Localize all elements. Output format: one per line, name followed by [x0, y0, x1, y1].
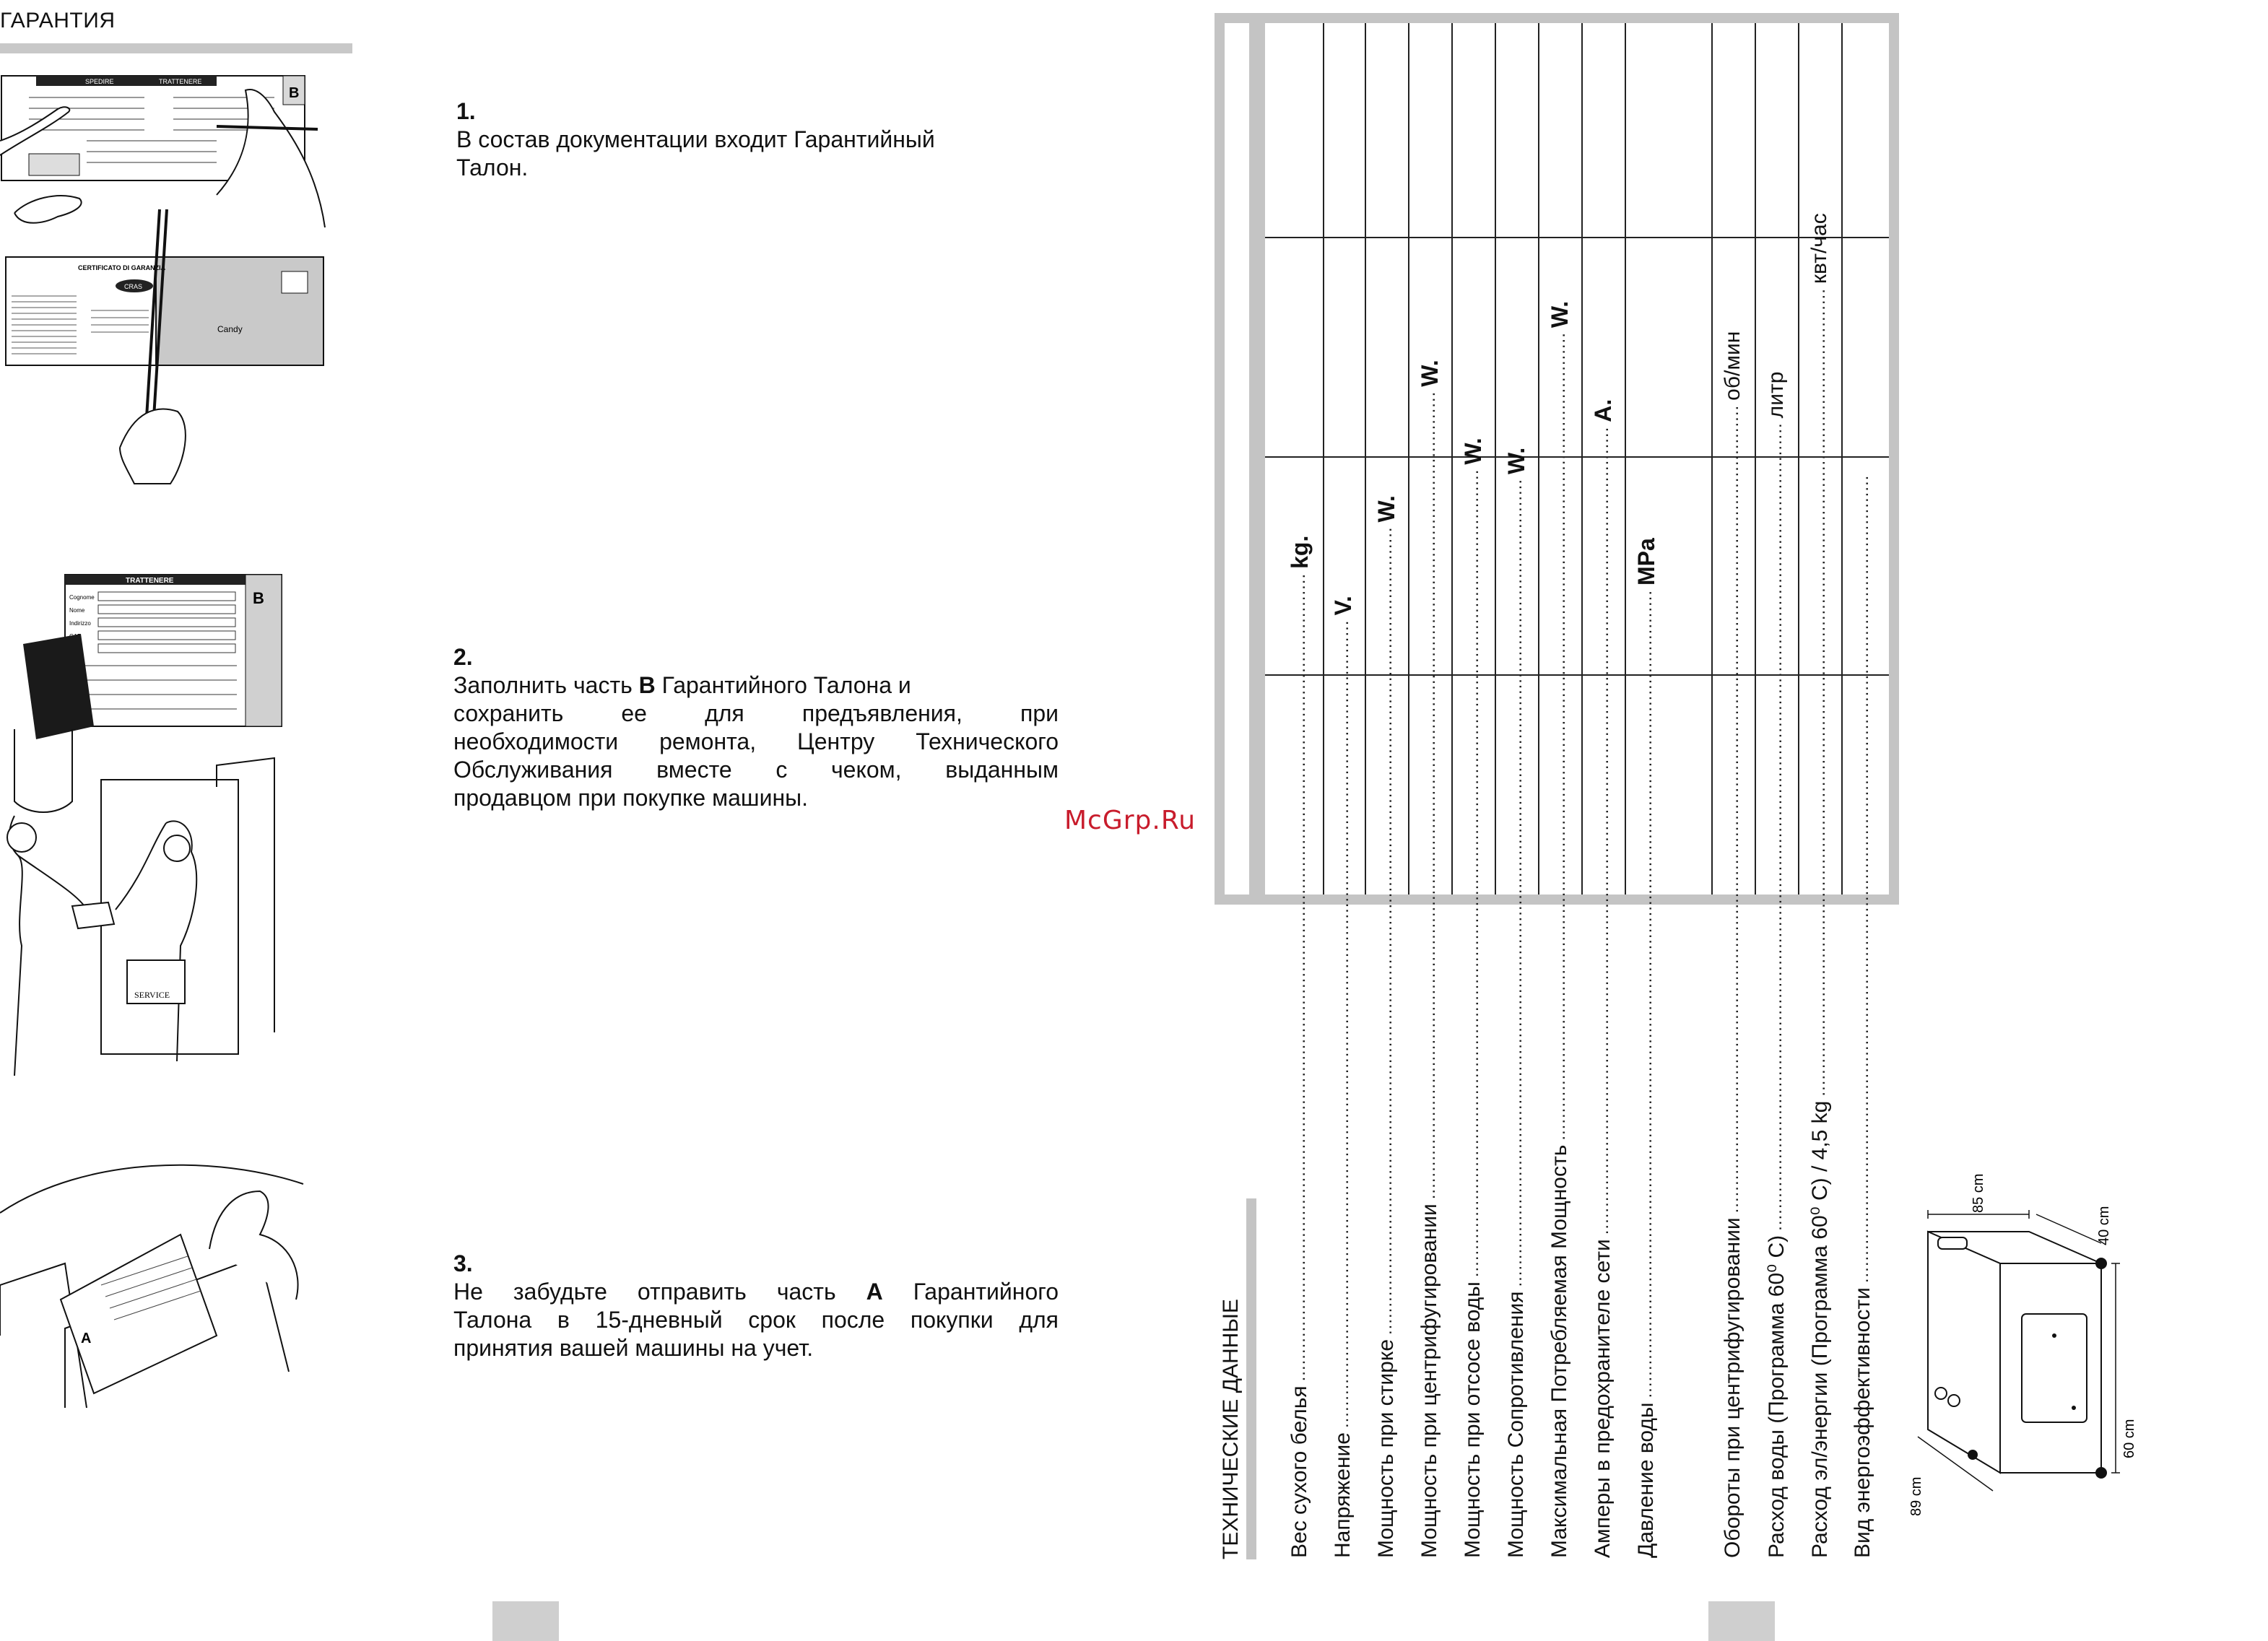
spec-leader-dots: ..................................................................................................................................................: [1376, 526, 1396, 1335]
service-box-label: SERVICE: [134, 990, 170, 1000]
spec-unit: W.: [1416, 360, 1443, 387]
tech-heading-bar: [1246, 1198, 1256, 1559]
spec-label: Мощность Сопротивления: [1504, 1291, 1528, 1558]
spec-row: [1801, 213, 1838, 1558]
watermark: McGrp.Ru: [1064, 806, 1196, 835]
spec-leader-dots: ..................................................................................................................................................: [1463, 469, 1482, 1278]
dimension-side-depth: 60 cm: [2121, 1419, 2137, 1458]
card1-header-left: SPEDIRE: [85, 78, 114, 85]
certificate-brand: Candy: [217, 324, 243, 334]
spec-leader-dots: ..................................................................................................................................................: [1809, 288, 1829, 1097]
spec-row: [1758, 371, 1795, 1558]
spec-label: Расход эл/энергии (Программа 60⁰ С) / 4,5 kg: [1807, 1100, 1832, 1558]
step-2-text: [453, 671, 1059, 812]
grid-column-line: [1495, 23, 1496, 895]
step-3-line1-post: Гарантийного: [882, 1279, 1059, 1305]
dimension-depth: 40 cm: [2096, 1206, 2112, 1245]
grid-column-line: [1538, 23, 1539, 895]
card1-header-right: TRATTENERE: [159, 78, 202, 85]
tech-heading-col: [1213, 1198, 1249, 1559]
spec-unit: W.: [1546, 300, 1573, 328]
spec-row: [1714, 331, 1752, 1558]
spec-unit: квт/час: [1807, 213, 1831, 284]
spec-label: Мощность при отсосе воды: [1461, 1281, 1485, 1558]
step-3-number: 3.: [453, 1250, 473, 1276]
spec-leader-dots: ..................................................................................................................................................: [1420, 391, 1439, 1200]
step-3-part-letter: A: [866, 1279, 883, 1305]
grid-column-line: [1625, 23, 1626, 895]
spec-row: [1324, 596, 1362, 1558]
spec-unit: об/мин: [1721, 331, 1745, 401]
spec-row: [1541, 300, 1578, 1558]
step-2-line2: сохранить ее для предъявления, при: [453, 700, 1059, 726]
step-2-number: 2.: [453, 644, 473, 670]
spec-unit: A.: [1589, 399, 1616, 422]
card4-part-letter: A: [81, 1331, 92, 1346]
tech-heading: ТЕХНИЧЕСКИЕ ДАННЫЕ: [1219, 1299, 1243, 1559]
spec-leader-dots: ..................................................................................................................................................: [1333, 619, 1352, 1429]
grid-row-line: [1265, 237, 1889, 238]
spec-unit: W.: [1459, 438, 1486, 465]
spec-leader-dots: ..................................................................................................................................................: [1853, 474, 1872, 1284]
spec-leader-dots: ..................................................................................................................................................: [1636, 589, 1656, 1398]
step-2-line1-pre: Заполнить часть: [453, 672, 639, 698]
step-3-line2: Талона в 15-дневный срок после покупки для: [453, 1307, 1059, 1333]
section-title: ГАРАНТИЯ: [0, 9, 116, 32]
spec-label: Давление воды: [1634, 1402, 1658, 1558]
card3-header: TRATTENERE: [126, 577, 174, 585]
illustration-card-part-b: [20, 572, 287, 745]
spec-unit: W.: [1503, 447, 1529, 474]
card3-part-letter: B: [253, 589, 264, 607]
spec-label: Вес сухого белья: [1287, 1385, 1311, 1558]
spec-unit: kg.: [1286, 535, 1313, 569]
step-3-line3: принятия вашей машины на учет.: [453, 1335, 814, 1361]
certificate-title: CERTIFICATO DI GARANZIA: [78, 264, 166, 271]
section-title-rule: [0, 43, 352, 53]
spec-leader-dots: ..................................................................................................................................................: [1593, 426, 1612, 1235]
spec-leader-dots: ..................................................................................................................................................: [1290, 573, 1309, 1382]
step-2-line1-post: Гарантийного Талона и: [655, 672, 911, 698]
grid-column-line: [1365, 23, 1366, 895]
dimension-top-width: 85 cm: [1971, 1173, 1986, 1213]
spec-row: [1411, 360, 1448, 1558]
spec-unit: W.: [1373, 495, 1399, 523]
card3-field-2: Nome: [69, 607, 85, 614]
grid-column-line: [1798, 23, 1799, 895]
grid-column-line: [1711, 23, 1713, 895]
spec-leader-dots: ..................................................................................................................................................: [1550, 332, 1569, 1141]
spec-unit: MPa: [1633, 538, 1659, 586]
grid-row-line: [1265, 456, 1889, 458]
grid-column-line: [1755, 23, 1756, 895]
step-2-part-letter: B: [638, 672, 656, 698]
spec-label: Максимальная Потребляемая Мощность: [1547, 1144, 1571, 1558]
spec-grid-inner-bar: [1249, 23, 1265, 895]
spec-row: [1498, 447, 1535, 1558]
spec-label: Расход воды (Программа 60⁰ С): [1764, 1235, 1789, 1558]
dimension-height: 89 cm: [1908, 1476, 1924, 1516]
spec-row: [1584, 399, 1622, 1558]
spec-label: Обороты при центрифугировании: [1721, 1217, 1745, 1558]
spec-label: Амперы в предохранителе сети: [1591, 1239, 1615, 1558]
spec-row: [1844, 474, 1882, 1558]
page-tab-right: [1708, 1601, 1775, 1641]
certificate-stamp: CRAS: [124, 283, 143, 290]
step-2-line4: Обслуживания вместе с чеком, выданным: [453, 757, 1059, 783]
illustration-mailing-card: [0, 1155, 318, 1415]
spec-leader-dots: ..................................................................................................................................................: [1766, 422, 1786, 1231]
spec-unit: литр: [1764, 371, 1788, 419]
illustration-cutting-certificate: [4, 209, 329, 491]
spec-unit: V.: [1329, 596, 1356, 616]
step-1-number: 1.: [456, 98, 476, 124]
card3-field-3: Indirizzo: [69, 620, 91, 627]
spec-label: Мощность при центрифугировании: [1417, 1203, 1441, 1558]
spec-label: Напряжение: [1331, 1432, 1355, 1558]
spec-row: [1368, 495, 1405, 1558]
grid-column-line: [1581, 23, 1583, 895]
grid-column-line: [1841, 23, 1843, 895]
spec-label: Мощность при стирке: [1374, 1339, 1398, 1558]
spec-leader-dots: ..................................................................................................................................................: [1723, 404, 1742, 1214]
illustration-service-handover: [0, 729, 289, 1076]
grid-column-line: [1451, 23, 1453, 895]
step-3-text: [453, 1278, 1059, 1362]
spec-leader-dots: ..................................................................................................................................................: [1506, 479, 1526, 1287]
spec-label: Вид энергоэффективности: [1851, 1287, 1874, 1558]
spec-row: [1454, 438, 1492, 1558]
card1-part-letter: B: [289, 85, 300, 101]
grid-row-line: [1265, 674, 1889, 676]
washing-machine-dimensions-drawing: [1906, 1162, 2267, 1567]
step-3-line1-pre: Не забудьте отправить часть: [453, 1279, 866, 1305]
step-1-text: В состав документации входит Гарантийный Талон.: [456, 126, 935, 180]
spec-row: [1628, 538, 1665, 1558]
card3-field-1: Cognome: [69, 594, 95, 601]
step-2-line3: необходимости ремонта, Центру Технического: [453, 728, 1059, 754]
step-2-line5: продавцом при покупке машины.: [453, 785, 808, 811]
spec-row: [1281, 535, 1318, 1558]
page-tab-left: [492, 1601, 559, 1641]
grid-column-line: [1408, 23, 1409, 895]
grid-column-line: [1323, 23, 1324, 895]
